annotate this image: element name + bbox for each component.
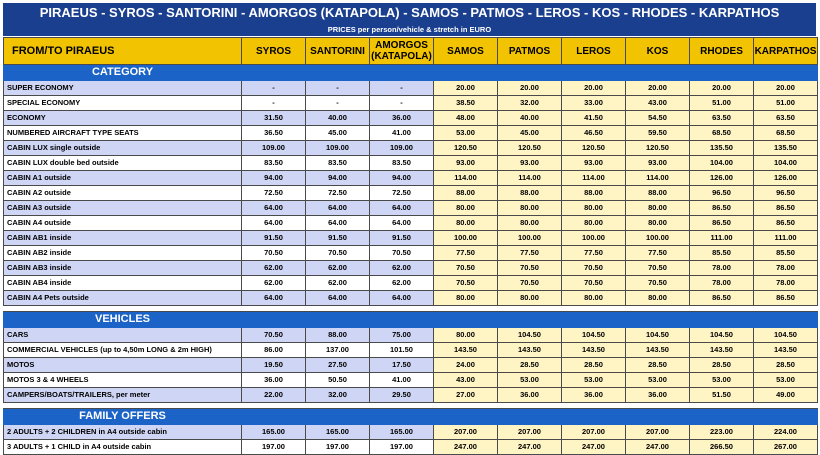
section-header-fill	[306, 312, 370, 328]
row-label: 2 ADULTS + 2 CHILDREN in A4 outside cabin	[4, 425, 242, 440]
price-cell: -	[242, 81, 306, 96]
section-header-fill	[690, 65, 754, 81]
price-cell: -	[306, 81, 370, 96]
price-cell: 85.50	[690, 246, 754, 261]
price-cell: 100.00	[562, 231, 626, 246]
price-cell: 223.00	[690, 425, 754, 440]
price-cell: 86.50	[754, 201, 818, 216]
fare-row	[4, 201, 818, 216]
price-cell: 165.00	[242, 425, 306, 440]
price-cell: 94.00	[370, 171, 434, 186]
price-cell: 77.50	[562, 246, 626, 261]
price-cell: 46.50	[562, 126, 626, 141]
row-label: CABIN A2 outside	[4, 186, 242, 201]
price-cell: 38.50	[434, 96, 498, 111]
price-cell: 247.00	[626, 440, 690, 455]
price-cell: 207.00	[498, 425, 562, 440]
price-cell: 24.00	[434, 358, 498, 373]
price-cell: 143.50	[562, 343, 626, 358]
price-cell: 48.00	[434, 111, 498, 126]
price-cell: 78.00	[754, 276, 818, 291]
section-header-fill	[498, 409, 562, 425]
price-cell: 64.00	[242, 216, 306, 231]
header-destination: RHODES	[690, 38, 754, 65]
price-cell: -	[370, 96, 434, 111]
price-cell: 91.50	[306, 231, 370, 246]
price-cell: 28.50	[626, 358, 690, 373]
price-cell: 32.00	[498, 96, 562, 111]
price-cell: 86.50	[754, 216, 818, 231]
section-header-fill	[434, 312, 498, 328]
price-cell: 91.50	[242, 231, 306, 246]
price-cell: 70.50	[562, 276, 626, 291]
price-cell: 80.00	[434, 328, 498, 343]
price-cell: 197.00	[370, 440, 434, 455]
row-label: CAMPERS/BOATS/TRAILERS, per meter	[4, 388, 242, 403]
section-header-row	[4, 409, 818, 425]
price-cell: 77.50	[498, 246, 562, 261]
price-cell: 70.50	[242, 246, 306, 261]
price-cell: 41.50	[562, 111, 626, 126]
section-header-fill	[242, 409, 306, 425]
price-cell: 51.00	[754, 96, 818, 111]
price-cell: 207.00	[626, 425, 690, 440]
price-cell: 32.00	[306, 388, 370, 403]
price-cell: 143.50	[498, 343, 562, 358]
price-cell: 80.00	[626, 216, 690, 231]
price-cell: 93.00	[434, 156, 498, 171]
fare-row	[4, 373, 818, 388]
fare-table	[3, 37, 818, 455]
row-label: CABIN A1 outside	[4, 171, 242, 186]
fare-row	[4, 261, 818, 276]
price-cell: 59.50	[626, 126, 690, 141]
price-cell: 94.00	[306, 171, 370, 186]
price-cell: 50.50	[306, 373, 370, 388]
price-cell: 111.00	[754, 231, 818, 246]
price-cell: 77.50	[626, 246, 690, 261]
header-destination: SAMOS	[434, 38, 498, 65]
row-label: MOTOS 3 & 4 WHEELS	[4, 373, 242, 388]
price-cell: 51.50	[690, 388, 754, 403]
fare-row	[4, 343, 818, 358]
price-cell: 20.00	[562, 81, 626, 96]
price-cell: 100.00	[434, 231, 498, 246]
price-cell: 83.50	[370, 156, 434, 171]
price-cell: 36.00	[242, 373, 306, 388]
price-cell: 80.00	[498, 216, 562, 231]
price-cell: 104.50	[754, 328, 818, 343]
page-title: PIRAEUS - SYROS - SANTORINI - AMORGOS (KATAPOLA) - SAMOS - PATMOS - LEROS - KOS - RHODES - KARPATHOS	[3, 3, 816, 23]
row-label: CABIN LUX single outside	[4, 141, 242, 156]
section-header-fill	[562, 312, 626, 328]
fare-row	[4, 216, 818, 231]
price-cell: 27.00	[434, 388, 498, 403]
price-cell: 22.00	[242, 388, 306, 403]
price-cell: 85.50	[754, 246, 818, 261]
fare-row	[4, 111, 818, 126]
section-header-fill	[754, 65, 818, 81]
price-cell: 70.50	[242, 328, 306, 343]
price-cell: 80.00	[626, 201, 690, 216]
section-header-fill	[306, 65, 370, 81]
price-cell: 72.50	[370, 186, 434, 201]
fare-row	[4, 126, 818, 141]
row-label: COMMERCIAL VEHICLES (up to 4,50m LONG & 2m HIGH)	[4, 343, 242, 358]
price-cell: 247.00	[498, 440, 562, 455]
price-cell: 143.50	[626, 343, 690, 358]
fare-row	[4, 231, 818, 246]
price-cell: 80.00	[434, 201, 498, 216]
row-label: CABIN A4 outside	[4, 216, 242, 231]
section-header-row	[4, 312, 818, 328]
section-header-fill	[498, 65, 562, 81]
row-label: SUPER ECONOMY	[4, 81, 242, 96]
price-cell: 80.00	[562, 216, 626, 231]
fare-row	[4, 246, 818, 261]
price-cell: 247.00	[562, 440, 626, 455]
price-cell: 53.00	[434, 126, 498, 141]
price-cell: 45.00	[498, 126, 562, 141]
price-cell: 86.50	[690, 201, 754, 216]
price-cell: 207.00	[562, 425, 626, 440]
price-cell: 62.00	[242, 261, 306, 276]
section-header-fill	[626, 65, 690, 81]
fare-row	[4, 388, 818, 403]
price-cell: 70.50	[626, 261, 690, 276]
section-header-row	[4, 65, 818, 81]
price-cell: 114.00	[498, 171, 562, 186]
price-cell: 70.50	[562, 261, 626, 276]
price-cell: 77.50	[434, 246, 498, 261]
price-cell: 64.00	[306, 291, 370, 306]
price-cell: 28.50	[498, 358, 562, 373]
header-destination: LEROS	[562, 38, 626, 65]
price-cell: 93.00	[498, 156, 562, 171]
price-cell: 27.50	[306, 358, 370, 373]
price-cell: 72.50	[242, 186, 306, 201]
price-cell: 19.50	[242, 358, 306, 373]
price-cell: 137.00	[306, 343, 370, 358]
price-cell: 70.50	[626, 276, 690, 291]
price-cell: 104.50	[562, 328, 626, 343]
price-cell: 20.00	[690, 81, 754, 96]
price-cell: 126.00	[754, 171, 818, 186]
price-cell: 64.00	[370, 201, 434, 216]
price-cell: 114.00	[562, 171, 626, 186]
price-cell: 64.00	[306, 216, 370, 231]
price-cell: 135.50	[690, 141, 754, 156]
price-cell: 49.00	[754, 388, 818, 403]
price-cell: 62.00	[242, 276, 306, 291]
price-cell: 20.00	[498, 81, 562, 96]
price-cell: 51.00	[690, 96, 754, 111]
price-cell: 88.00	[626, 186, 690, 201]
section-header-fill	[690, 409, 754, 425]
price-cell: 120.50	[434, 141, 498, 156]
price-cell: 78.00	[754, 261, 818, 276]
fare-row	[4, 440, 818, 455]
fare-row	[4, 171, 818, 186]
price-cell: 43.00	[434, 373, 498, 388]
price-cell: 20.00	[754, 81, 818, 96]
fare-row	[4, 358, 818, 373]
price-cell: 143.50	[690, 343, 754, 358]
price-cell: 62.00	[370, 276, 434, 291]
row-label: CARS	[4, 328, 242, 343]
price-cell: -	[242, 96, 306, 111]
price-cell: 36.00	[562, 388, 626, 403]
section-header-fill	[306, 409, 370, 425]
price-cell: 53.00	[754, 373, 818, 388]
price-cell: 62.00	[306, 276, 370, 291]
price-cell: 78.00	[690, 261, 754, 276]
price-cell: 104.00	[754, 156, 818, 171]
price-cell: 114.00	[626, 171, 690, 186]
section-title: CATEGORY	[4, 65, 242, 81]
price-cell: 36.00	[370, 111, 434, 126]
price-cell: 68.50	[690, 126, 754, 141]
section-header-fill	[370, 65, 434, 81]
price-cell: 29.50	[370, 388, 434, 403]
price-cell: 40.00	[498, 111, 562, 126]
price-cell: 100.00	[626, 231, 690, 246]
row-label: CABIN AB3 inside	[4, 261, 242, 276]
section-header-fill	[370, 409, 434, 425]
price-cell: 93.00	[626, 156, 690, 171]
price-cell: 36.00	[498, 388, 562, 403]
price-cell: 88.00	[434, 186, 498, 201]
price-cell: 80.00	[434, 291, 498, 306]
price-cell: 70.50	[434, 276, 498, 291]
price-cell: 96.50	[690, 186, 754, 201]
price-cell: 88.00	[498, 186, 562, 201]
fare-row	[4, 141, 818, 156]
price-cell: 91.50	[370, 231, 434, 246]
section-header-fill	[370, 312, 434, 328]
row-label: CABIN AB1 inside	[4, 231, 242, 246]
price-cell: 45.00	[306, 126, 370, 141]
section-header-fill	[498, 312, 562, 328]
price-cell: 70.50	[370, 246, 434, 261]
price-cell: 224.00	[754, 425, 818, 440]
price-cell: 62.00	[306, 261, 370, 276]
price-cell: 247.00	[434, 440, 498, 455]
price-cell: -	[370, 81, 434, 96]
price-cell: 70.50	[498, 261, 562, 276]
price-cell: 41.00	[370, 126, 434, 141]
price-cell: 70.50	[306, 246, 370, 261]
header-destination: KARPATHOS	[754, 38, 818, 65]
price-cell: 109.00	[306, 141, 370, 156]
price-cell: 88.00	[306, 328, 370, 343]
price-cell: 86.50	[690, 291, 754, 306]
header-destination: AMORGOS (KATAPOLA)	[370, 38, 434, 65]
price-cell: 86.50	[690, 216, 754, 231]
row-label: SPECIAL ECONOMY	[4, 96, 242, 111]
row-label: CABIN LUX double bed outside	[4, 156, 242, 171]
price-cell: 207.00	[434, 425, 498, 440]
section-header-fill	[434, 65, 498, 81]
section-header-fill	[754, 409, 818, 425]
price-cell: 104.50	[690, 328, 754, 343]
price-cell: 63.50	[754, 111, 818, 126]
header-origin: FROM/TO PIRAEUS	[4, 38, 242, 65]
price-cell: 104.50	[626, 328, 690, 343]
row-label: ECONOMY	[4, 111, 242, 126]
price-cell: 36.50	[242, 126, 306, 141]
section-header-fill	[242, 312, 306, 328]
price-cell: 100.00	[498, 231, 562, 246]
section-header-fill	[562, 65, 626, 81]
price-cell: 20.00	[626, 81, 690, 96]
price-cell: 86.00	[242, 343, 306, 358]
price-cell: 28.50	[690, 358, 754, 373]
price-cell: 80.00	[498, 291, 562, 306]
price-cell: 165.00	[306, 425, 370, 440]
row-label: CABIN A3 outside	[4, 201, 242, 216]
price-cell: 83.50	[306, 156, 370, 171]
price-cell: 72.50	[306, 186, 370, 201]
price-cell: 28.50	[754, 358, 818, 373]
price-cell: 86.50	[754, 291, 818, 306]
price-cell: 94.00	[242, 171, 306, 186]
page-subtitle: PRICES per person/vehicle & stretch in EURO	[3, 23, 816, 36]
price-cell: 64.00	[242, 291, 306, 306]
header-destination: SYROS	[242, 38, 306, 65]
section-header-fill	[626, 312, 690, 328]
price-cell: 41.00	[370, 373, 434, 388]
row-label: CABIN A4 Pets outside	[4, 291, 242, 306]
price-cell: 143.50	[754, 343, 818, 358]
price-cell: 80.00	[562, 201, 626, 216]
price-cell: 88.00	[562, 186, 626, 201]
price-cell: 165.00	[370, 425, 434, 440]
fare-row	[4, 328, 818, 343]
fare-row	[4, 276, 818, 291]
price-cell: 111.00	[690, 231, 754, 246]
header-destination: SANTORINI	[306, 38, 370, 65]
price-cell: 80.00	[434, 216, 498, 231]
price-cell: 62.00	[370, 261, 434, 276]
price-cell: 80.00	[498, 201, 562, 216]
fare-row	[4, 96, 818, 111]
fare-table-body	[4, 38, 818, 455]
header-row	[4, 38, 818, 65]
price-cell: 28.50	[562, 358, 626, 373]
row-label: CABIN AB2 inside	[4, 246, 242, 261]
price-cell: 96.50	[754, 186, 818, 201]
price-cell: 197.00	[306, 440, 370, 455]
price-cell: 31.50	[242, 111, 306, 126]
price-cell: 53.00	[498, 373, 562, 388]
price-cell: 75.00	[370, 328, 434, 343]
price-cell: 53.00	[626, 373, 690, 388]
row-label: 3 ADULTS + 1 CHILD in A4 outside cabin	[4, 440, 242, 455]
price-cell: 120.50	[626, 141, 690, 156]
price-cell: 78.00	[690, 276, 754, 291]
price-cell: 33.00	[562, 96, 626, 111]
price-cell: 93.00	[562, 156, 626, 171]
price-cell: 197.00	[242, 440, 306, 455]
price-cell: 109.00	[242, 141, 306, 156]
price-cell: 267.00	[754, 440, 818, 455]
price-cell: 109.00	[370, 141, 434, 156]
price-cell: 135.50	[754, 141, 818, 156]
section-header-fill	[434, 409, 498, 425]
price-cell: 80.00	[626, 291, 690, 306]
price-cell: 126.00	[690, 171, 754, 186]
fare-row	[4, 425, 818, 440]
price-cell: 64.00	[370, 291, 434, 306]
price-cell: 43.00	[626, 96, 690, 111]
price-cell: 104.50	[498, 328, 562, 343]
fare-row	[4, 186, 818, 201]
header-destination: KOS	[626, 38, 690, 65]
price-cell: -	[306, 96, 370, 111]
price-cell: 54.50	[626, 111, 690, 126]
price-cell: 266.50	[690, 440, 754, 455]
row-label: NUMBERED AIRCRAFT TYPE SEATS	[4, 126, 242, 141]
section-header-fill	[562, 409, 626, 425]
section-title: VEHICLES	[4, 312, 242, 328]
price-cell: 101.50	[370, 343, 434, 358]
price-cell: 68.50	[754, 126, 818, 141]
price-cell: 80.00	[562, 291, 626, 306]
price-cell: 63.50	[690, 111, 754, 126]
price-cell: 120.50	[498, 141, 562, 156]
section-header-fill	[690, 312, 754, 328]
price-cell: 17.50	[370, 358, 434, 373]
price-cell: 70.50	[434, 261, 498, 276]
price-cell: 36.00	[626, 388, 690, 403]
price-cell: 83.50	[242, 156, 306, 171]
price-cell: 20.00	[434, 81, 498, 96]
fare-row	[4, 81, 818, 96]
section-title: FAMILY OFFERS	[4, 409, 242, 425]
section-header-fill	[242, 65, 306, 81]
price-cell: 143.50	[434, 343, 498, 358]
fare-row	[4, 156, 818, 171]
price-cell: 64.00	[370, 216, 434, 231]
price-cell: 120.50	[562, 141, 626, 156]
fare-row	[4, 291, 818, 306]
row-label: CABIN AB4 inside	[4, 276, 242, 291]
section-header-fill	[626, 409, 690, 425]
section-header-fill	[754, 312, 818, 328]
price-cell: 64.00	[242, 201, 306, 216]
price-cell: 104.00	[690, 156, 754, 171]
price-cell: 40.00	[306, 111, 370, 126]
price-cell: 53.00	[562, 373, 626, 388]
price-cell: 64.00	[306, 201, 370, 216]
header-destination: PATMOS	[498, 38, 562, 65]
price-cell: 114.00	[434, 171, 498, 186]
price-cell: 70.50	[498, 276, 562, 291]
row-label: MOTOS	[4, 358, 242, 373]
price-cell: 53.00	[690, 373, 754, 388]
